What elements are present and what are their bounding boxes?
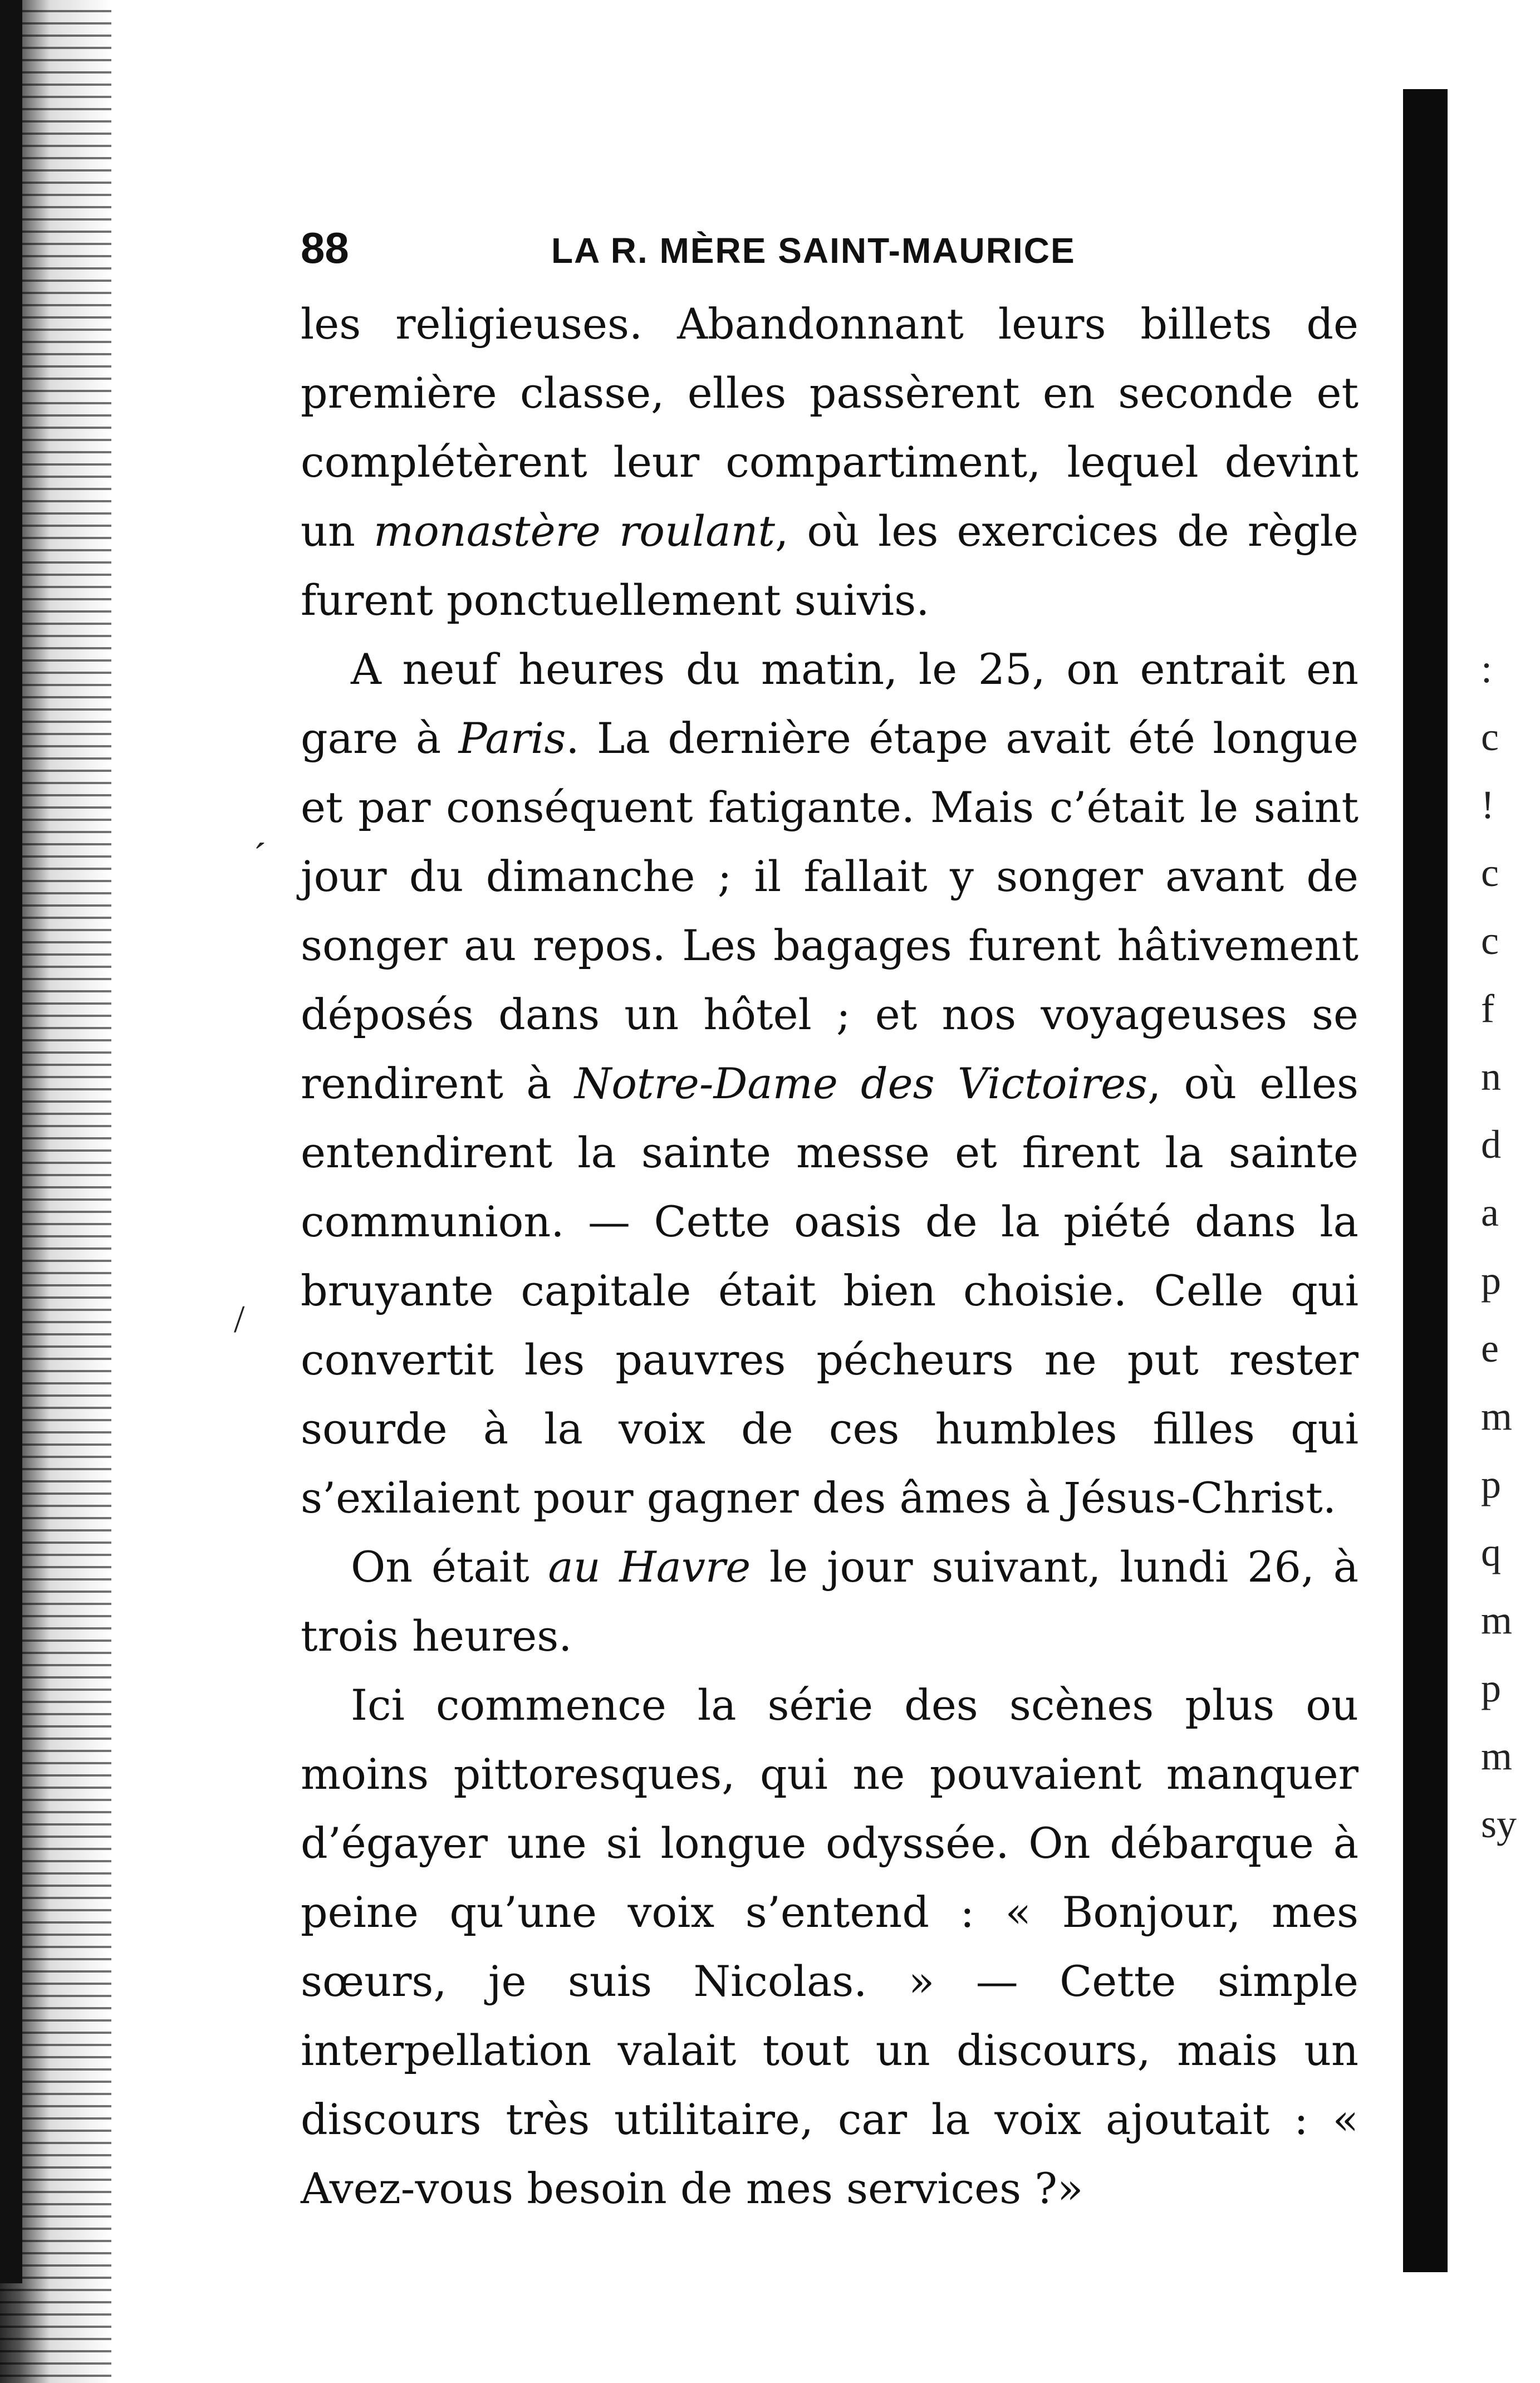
- text-run: . La dernière étape avait été longue et par conséquent fatigante. Mais c’était le saint jour du dimanche ; il fallait y songer avant de songer au repos. Les bagages furent hâtivement déposés dans un hôtel ; et nos voyageuses se rendirent à: [301, 713, 1358, 1108]
- text-run: On était: [351, 1542, 548, 1592]
- text-run: , où les exercices de règle furent ponctuellement suivis.: [301, 506, 1358, 625]
- running-title: LA R. MÈRE SAINT-MAURICE: [551, 231, 1076, 271]
- edge-letter: e: [1481, 1326, 1499, 1371]
- paragraph: [301, 290, 1358, 635]
- book-page: [301, 223, 1358, 2223]
- edge-letter: q: [1481, 1530, 1501, 1574]
- edge-letter: m: [1481, 1598, 1513, 1642]
- edge-letter: m: [1481, 1394, 1513, 1438]
- edge-letter: a: [1481, 1190, 1499, 1235]
- paragraph: [301, 635, 1358, 1533]
- italic-text: monastère roulant: [373, 506, 776, 556]
- edge-letter: p: [1481, 1258, 1501, 1303]
- scan-binding-shadow: [0, 0, 22, 2283]
- paragraph: [301, 1533, 1358, 1671]
- italic-text: au Havre: [548, 1542, 751, 1592]
- edge-letter: c: [1481, 918, 1499, 963]
- edge-letter: f: [1481, 986, 1494, 1031]
- text-run: le jour suivant, lundi 26, à trois heures.: [301, 1542, 1359, 1661]
- edge-letter: c: [1481, 715, 1499, 759]
- italic-text: Notre-Dame des Victoires: [574, 1059, 1148, 1108]
- paragraph: [301, 1671, 1358, 2223]
- edge-letter: sy: [1481, 1802, 1517, 1846]
- edge-letter: p: [1481, 1666, 1501, 1710]
- edge-letter: c: [1481, 850, 1499, 895]
- edge-letter: n: [1481, 1054, 1501, 1099]
- edge-letter: m: [1481, 1734, 1513, 1778]
- text-run: , où elles entendirent la sainte messe et firent la sainte communion. — Cette oasis de la piété dans la bruyante capitale était bien choisie. Celle qui convertit les pauvres pécheurs ne put rester sourde à la voix de ces humbles filles qui s’exilaient pour gagner des âmes à Jésus-Christ.: [301, 1059, 1358, 1523]
- margin-tick-mark: ˊ: [253, 836, 267, 879]
- italic-text: Paris: [458, 713, 566, 763]
- margin-tick-mark: /: [234, 1298, 245, 1341]
- text-run: les religieuses. Abandonnant leurs billets de première classe, elles passèrent en seconde et complétèrent leur compartiment, lequel devint un: [301, 299, 1358, 556]
- text-run: Ici commence la série des scènes plus ou moins pittoresques, qui ne pouvaient manquer d’égayer une si longue odyssée. On débarque à peine qu’une voix s’entend : « Bonjour, mes sœurs, je suis Nicolas. » — Cette simple interpellation valait tout un discours, mais un discours très utilitaire, car la voix ajoutait : « Avez-vous besoin de mes services ?»: [301, 1680, 1358, 2213]
- body-text: [301, 290, 1358, 2223]
- page-header: [301, 223, 1358, 290]
- text-run: A neuf heures du matin, le 25, on entrait en gare à: [301, 644, 1358, 763]
- edge-letter: !: [1481, 782, 1494, 827]
- page-number: 88: [301, 223, 349, 272]
- scan-gutter-shadow: [1403, 89, 1448, 2272]
- edge-letter: :: [1481, 647, 1493, 691]
- edge-letter: p: [1481, 1462, 1501, 1506]
- edge-letter: d: [1481, 1122, 1501, 1167]
